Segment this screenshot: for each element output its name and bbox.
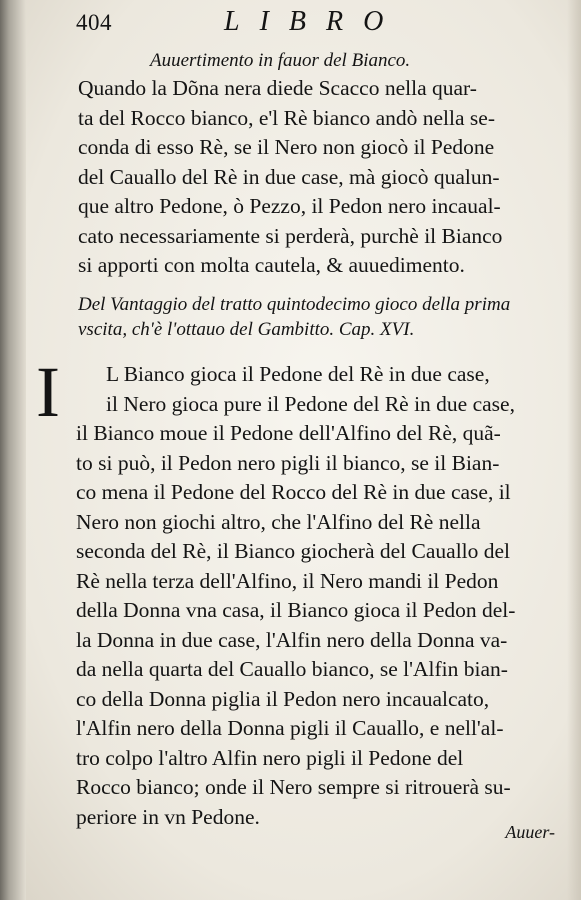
text-line: Rocco bianco; onde il Nero sempre si ritrouerà su-: [76, 775, 511, 799]
text-line: il Nero gioca pure il Pedone del Rè in due case,: [106, 391, 515, 416]
text-line: il Bianco moue il Pedone dell'Alfino del Rè, quã-: [76, 421, 501, 445]
section-heading: Auuertimento in fauor del Bianco.: [150, 50, 411, 71]
text-line: da nella quarta del Cauallo bianco, se l'Alfin bian-: [76, 657, 508, 681]
paragraph-1: [78, 74, 566, 281]
chapter-title-line: vscita, ch'è l'ottauo del Gambitto. Cap. XVI.: [78, 319, 415, 340]
text-line: L Bianco gioca il Pedone del Rè in due case,: [106, 362, 490, 386]
text-line: to si può, il Pedon nero pigli il bianco, se il Bian-: [76, 450, 500, 475]
page-gutter-shadow: [0, 0, 26, 900]
page-number: 404: [76, 10, 112, 35]
page-header: [76, 6, 566, 42]
text-line: tro colpo l'altro Alfin nero pigli il Pedone del: [76, 745, 464, 770]
catchword: Auuer-: [505, 822, 555, 842]
text-line: del Cauallo del Rè in due case, mà giocò qualun-: [78, 164, 500, 189]
page-right-edge: [567, 0, 581, 900]
text-line: co mena il Pedone del Rocco del Rè in due case, il: [76, 480, 511, 504]
text-line: seconda del Rè, il Bianco giocherà del Cauallo del: [76, 539, 511, 563]
chapter-title-line: Del Vantaggio del tratto quintodecimo gioco della prima: [78, 294, 511, 315]
text-line: Nero non giochi altro, che l'Alfino del Rè nella: [76, 509, 481, 534]
text-line: conda di esso Rè, se il Nero non giocò il Pedone: [78, 135, 495, 159]
text-line: l'Alfin nero della Donna pigli il Cauallo, e nell'al-: [76, 716, 504, 740]
paragraph-2: [76, 360, 564, 832]
text-line: cato necessariamente si perderà, purchè il Bianco: [78, 223, 503, 248]
text-line: ta del Rocco bianco, e'l Rè bianco andò nella se-: [78, 105, 495, 130]
running-head: LIBRO: [224, 6, 404, 37]
text-line: Quando la Dõna nera diede Scacco nella quar-: [78, 76, 477, 100]
drop-cap: I: [36, 352, 60, 432]
text-line: que altro Pedone, ò Pezzo, il Pedon nero incaual-: [78, 194, 501, 218]
chapter-title: [78, 292, 566, 342]
text-line: si apporti con molta cautela, & auuedimento.: [78, 253, 465, 277]
text-line: periore in vn Pedone.: [76, 804, 260, 829]
text-line: la Donna in due case, l'Alfin nero della Donna va-: [76, 627, 508, 652]
text-line: della Donna vna casa, il Bianco gioca il Pedon del-: [76, 598, 516, 622]
text-line: co della Donna piglia il Pedon nero incaualcato,: [76, 686, 490, 711]
text-line: Rè nella terza dell'Alfino, il Nero mandi il Pedon: [76, 568, 499, 593]
